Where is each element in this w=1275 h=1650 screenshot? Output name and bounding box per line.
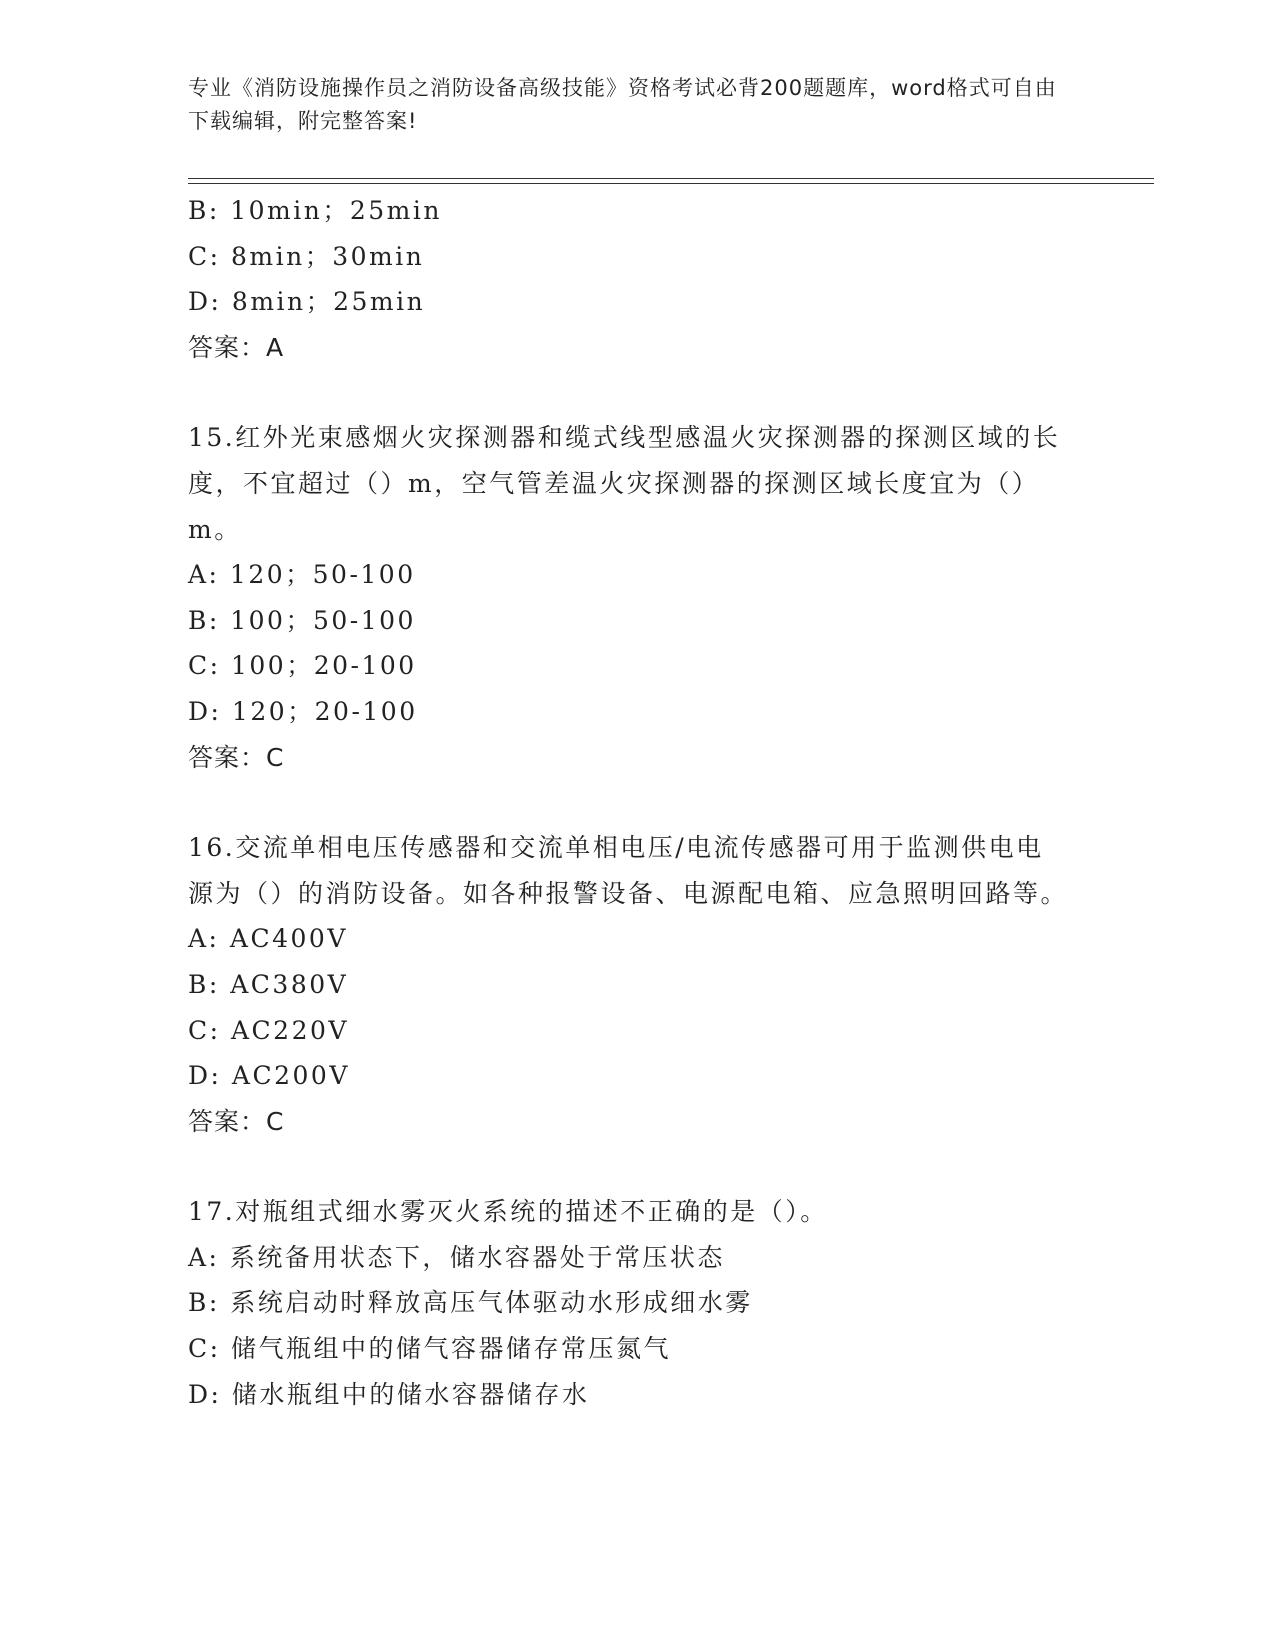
option-b: B: 10min；25min: [188, 196, 442, 225]
option-c: C: 储气瓶组中的储气容器储存常压氮气: [188, 1334, 671, 1364]
option-d: D: 储水瓶组中的储水容器储存水: [188, 1379, 590, 1409]
spacer: [188, 1144, 1088, 1189]
header-divider-bottom: [188, 183, 1154, 184]
option-c: C: 100；20-100: [188, 651, 417, 681]
answer: 答案：C: [188, 742, 285, 772]
question-17: [188, 1189, 1088, 1417]
option-a: A: 系统备用状态下，储水容器处于常压状态: [188, 1242, 725, 1272]
spacer: [188, 370, 1088, 415]
header-divider-top: [188, 178, 1154, 179]
answer: 答案：C: [188, 1106, 285, 1136]
question-text: 16.交流单相电压传感器和交流单相电压/电流传感器可用于监测供电电源为（）的消防设备。如各种报警设备、电源配电箱、应急照明回路等。: [188, 833, 1069, 908]
question-text: 15.红外光束感烟火灾探测器和缆式线型感温火灾探测器的探测区域的长度，不宜超过（）m，空气管差温火灾探测器的探测区域长度宜为（）m。: [188, 423, 1061, 544]
document-header: 专业《消防设施操作员之消防设备高级技能》资格考试必背200题题库，word格式可自由下载编辑，附完整答案!: [188, 76, 1057, 133]
option-a: A: 120；50-100: [188, 560, 416, 590]
option-b: B: AC380V: [188, 969, 349, 999]
question-list: [188, 188, 1088, 1417]
spacer: [188, 780, 1088, 825]
answer: 答案：A: [188, 332, 285, 362]
option-b: B: 系统启动时释放高压气体驱动水形成细水雾: [188, 1288, 753, 1318]
question-14-continuation: [188, 188, 1088, 370]
option-d: D: AC200V: [188, 1061, 350, 1091]
question-15: [188, 415, 1088, 780]
option-d: D: 120；20-100: [188, 696, 418, 726]
option-c: C: AC220V: [188, 1015, 349, 1045]
option-c: C: 8min；30min: [188, 241, 425, 271]
question-16: [188, 825, 1088, 1144]
option-b: B: 100；50-100: [188, 605, 416, 635]
question-text: 17.对瓶组式细水雾灭火系统的描述不正确的是（）。: [188, 1197, 828, 1227]
option-a: A: AC400V: [188, 924, 348, 954]
option-d: D: 8min；25min: [188, 287, 426, 317]
